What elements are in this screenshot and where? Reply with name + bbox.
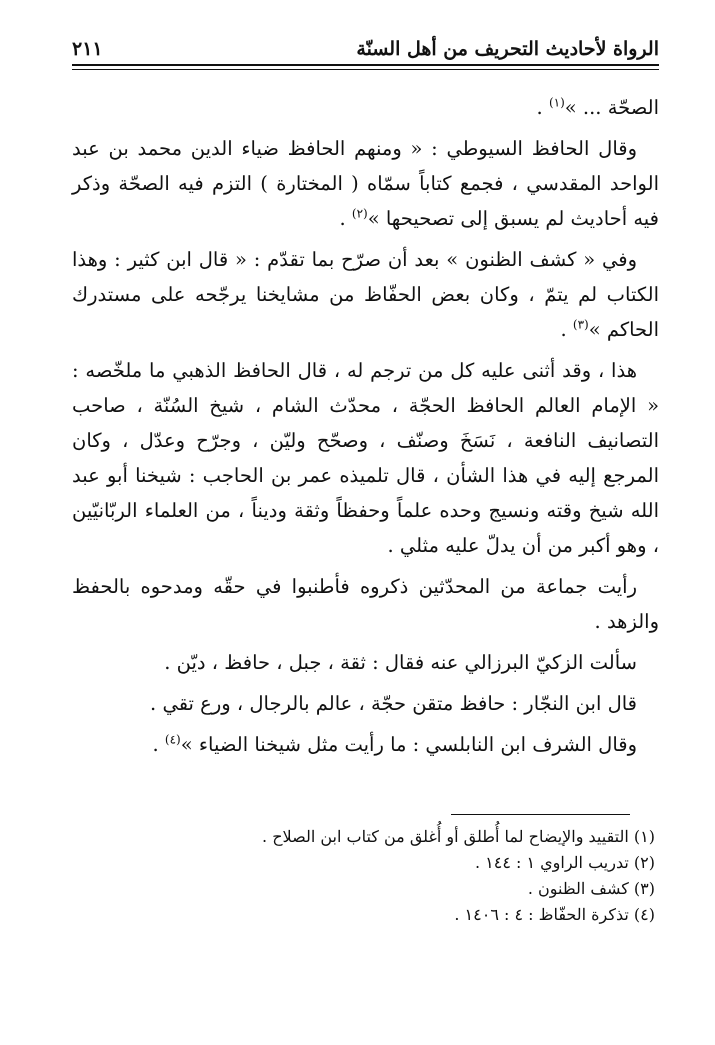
footnotes — [72, 824, 655, 928]
footnote-ref: (٤) — [164, 732, 181, 747]
footnote: (٢) تدريب الراوي ١ : ١٤٤ . — [474, 853, 655, 872]
paragraph: قال ابن النجّار : حافظ متقن حجّة ، عالم بالرجال ، ورع تقي . — [150, 692, 637, 715]
paragraph: وقال الشرف ابن النابلسي : ما رأيت مثل شيخنا الضياء »$^{(٤)}$ . — [152, 732, 637, 756]
running-title: الرواة لأحاديث التحريف من أهل السنّة — [356, 38, 659, 60]
paragraph: هذا ، وقد أثنى عليه كل من ترجم له ، قال الحافظ الذهبي ما ملخّصه : « الإمام العالم الحافظ الحجّة ، محدّث الشام ، شيخ السُنّة ، صاحب التصانيف النافعة ، نَسَخَ وصنّف ، وصحّح وليّن ، وجرّح وعدّل ، وكان المرجع إليه في هذا الشأن ، قال تلميذه عمر بن الحاجب : شيخنا أبو عبد الله شيخ وقته ونسيج وحده علماً وحفظاً وثقة وديناً ، من العلماء الربّانيّين ، وهو أكبر من أن يدلّ عليه مثلي . — [72, 359, 659, 557]
footnote: (٤) تذكرة الحفّاظ : ٤ : ١٤٠٦ . — [454, 905, 655, 924]
page-number: ٢١١ — [72, 38, 103, 60]
paragraph: وفي « كشف الظنون » بعد أن صرّح بما تقدّم : « قال ابن كثير : وهذا الكتاب لم يتمّ ، وكان بعض الحفّاظ من مشايخنا يرجّحه على مستدرك الحاكم »$^{(٣)}$ . — [72, 248, 659, 341]
paragraph: الصحّة ... »$^{(١)}$ . — [536, 95, 659, 119]
main-text — [72, 90, 659, 768]
footnote: (١) التقييد والإيضاح لما أُطلق أو أُغلق من كتاب ابن الصلاح . — [262, 827, 655, 846]
paragraph: وقال الحافظ السيوطي : « ومنهم الحافظ ضياء الدين محمد بن عبد الواحد المقدسي ، فجمع كتاباً سمّاه ( المختارة ) التزم فيه الصحّة وذكر فيه أحاديث لم يسبق إلى تصحيحها »$^{(٢)}$ . — [72, 137, 659, 230]
header-rule-thin — [72, 69, 659, 70]
paragraph: رأيت جماعة من المحدّثين ذكروه فأطنبوا في حقّه ومدحوه بالحفظ والزهد . — [72, 575, 659, 633]
footnote-separator — [451, 814, 630, 815]
footnote: (٣) كشف الظنون . — [527, 879, 655, 898]
footnote-ref: (٢) — [351, 206, 368, 221]
footnote-ref: (٣) — [572, 317, 589, 332]
paragraph: سألت الزكيّ البرزالي عنه فقال : ثقة ، جبل ، حافظ ، ديّن . — [164, 651, 637, 674]
footnote-ref: (١) — [548, 95, 565, 110]
header-rule-thick — [72, 64, 659, 66]
running-header — [72, 26, 659, 60]
